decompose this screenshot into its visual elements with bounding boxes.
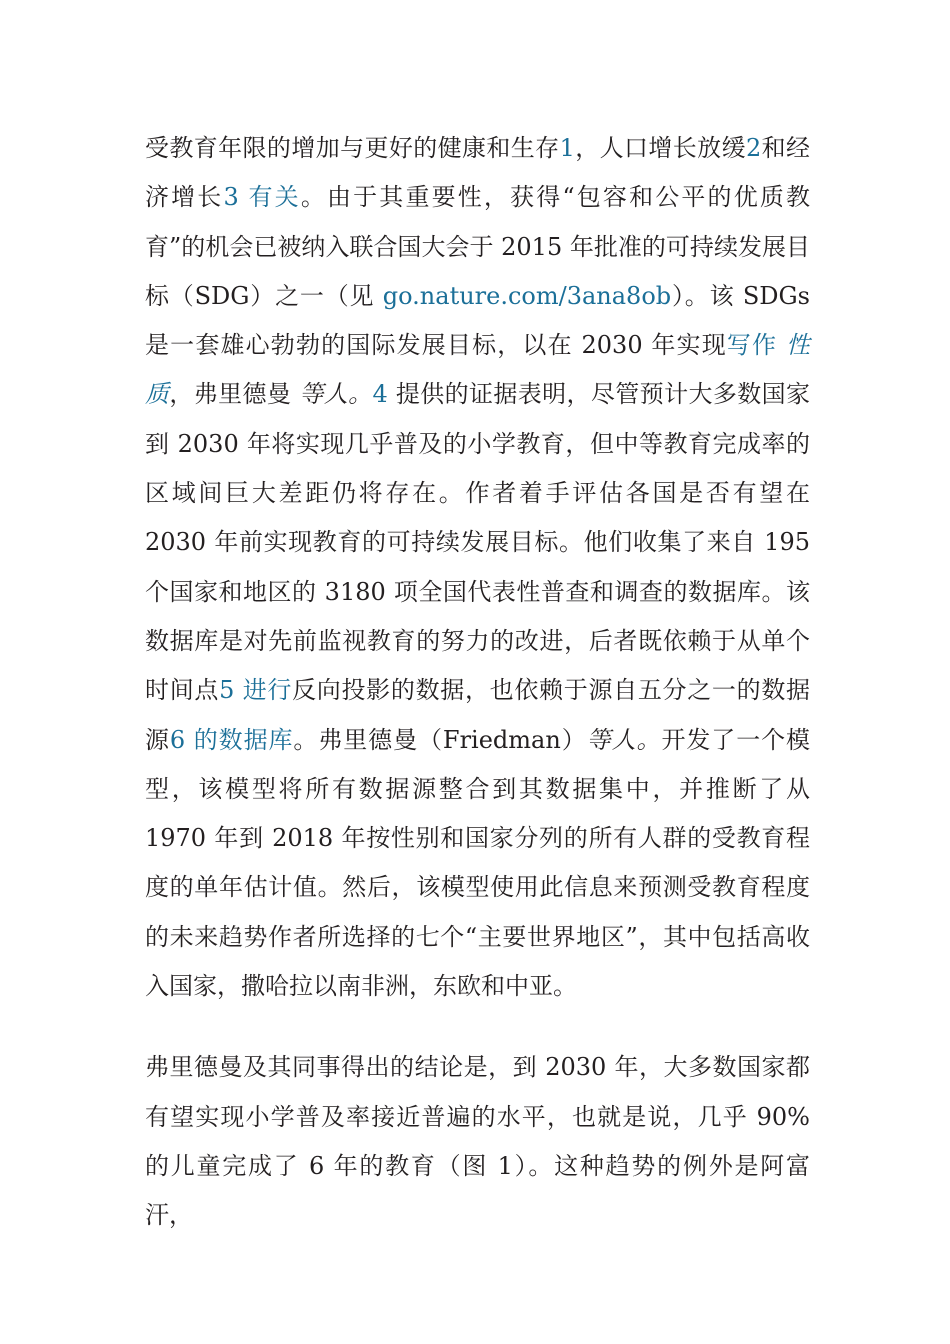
text-segment: 反向投影的数据，也依赖于源自五分之一的数据源	[145, 676, 811, 754]
text-segment: ，人口增长放缓	[574, 134, 746, 162]
reference-link-5[interactable]: 5 进行	[219, 676, 293, 705]
paragraph-2: 弗里德曼及其同事得出的结论是，到 2030 年，大多数国家都有望实现小学普及率接近普遍的水平，也就是说，几乎 90% 的儿童完成了 6 年的教育（图 1）。这种趋势的例外是阿富汗，	[145, 1053, 810, 1230]
text-segment: 。弗里德曼（Friedman）	[293, 725, 587, 754]
write-link[interactable]: 写作	[726, 331, 778, 360]
reference-link-6[interactable]: 6 的数据库	[169, 725, 294, 754]
reference-link-2[interactable]: 2	[745, 134, 762, 162]
reference-link-1[interactable]: 1	[559, 134, 575, 162]
et-al: 等人。	[586, 725, 662, 754]
article-body	[145, 124, 810, 1241]
text-segment: 提供的证据表明，尽管预计大多数国家到 2030 年将实现几乎普及的小学教育，但中等教育完成率的区域间巨大差距仍将存在。作者着手评估各国是否有望在 2030 年前实现教育的可持续发展目标。他们收集了来自 195 个国家和地区的 3180 项全国代表性普查和调查的数据库。该数据库是对先前监视教育的努力的改进，后者既依赖于从单个时间点	[145, 380, 810, 705]
text-segment: 受教育年限的增加与更好的健康和生存	[145, 134, 560, 162]
nature-journal-link[interactable]: 性质	[145, 331, 810, 409]
et-al: 等人。	[299, 380, 373, 409]
text-segment: 和经济增长	[145, 134, 811, 212]
reference-link-3[interactable]: 3 有关	[223, 183, 301, 212]
text-segment: 。由于其重要性，获得“包容和公平的优质教育”的机会已被纳入联合国大会于 2015 年批准的可持续发展目标（SDG）之一（见	[145, 183, 810, 310]
text-segment: 开发了一个模型，该模型将所有数据源整合到其数据集中，并推断了从 1970 年到 2018 年按性别和国家分列的所有人群的受教育程度的单年估计值。然后，该模型使用此信息来预测受教育程度的未来趋势作者所选择的七个“主要世界地区”，其中包括高收入国家，撒哈拉以南非洲，东欧和中亚。	[145, 725, 811, 1001]
reference-link-4[interactable]: 4	[372, 380, 388, 409]
sdg-url-link[interactable]: go.nature.com/3ana8ob	[382, 281, 672, 310]
text-segment: ，弗里德曼	[169, 380, 292, 409]
paragraph-1	[145, 124, 810, 1011]
text-segment: ）。该 SDGs 是一套雄心勃勃的国际发展目标，以在 2030 年实现	[145, 281, 810, 360]
